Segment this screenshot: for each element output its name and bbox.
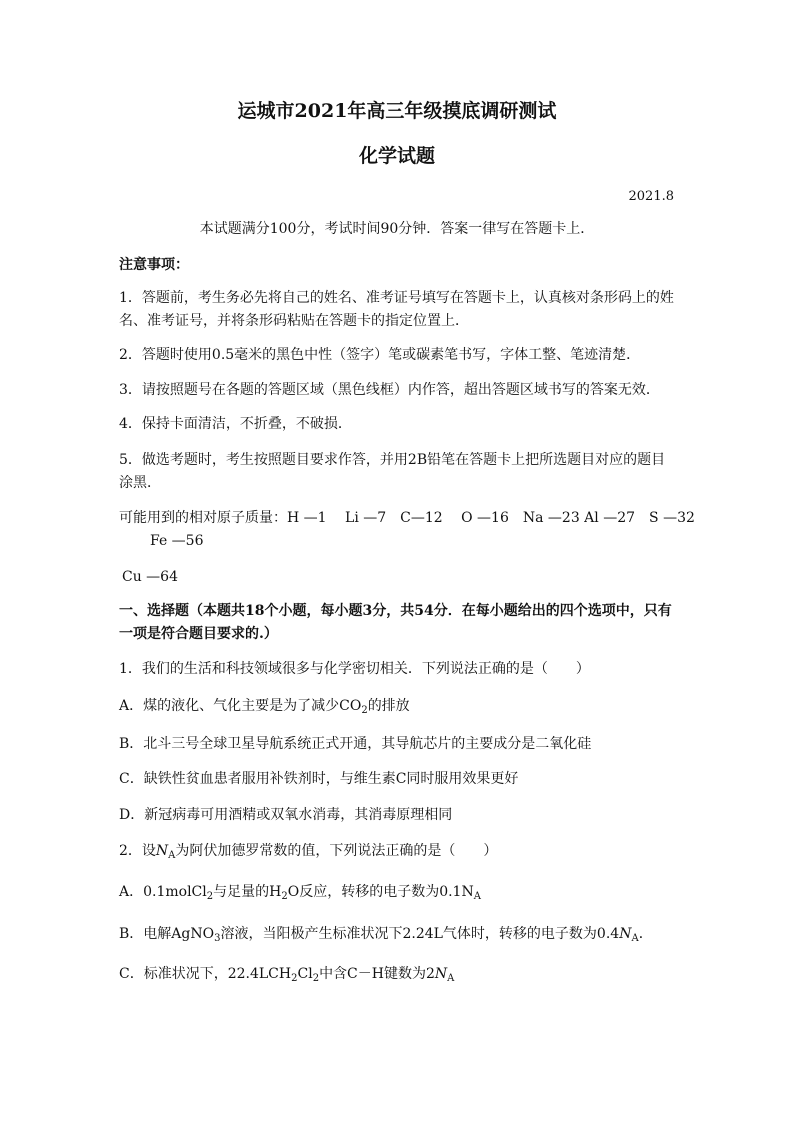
note-item-1: 1．答题前，考生务必先将自己的姓名、准考证号填写在答题卡上，认真核对条形码上的姓名、准考证号，并将条形码粘贴在答题卡的指定位置上． xyxy=(119,290,674,329)
note-item-2: 2．答题时使用0.5毫米的黑色中性（签字）笔或碳素笔书写，字体工整、笔迹清楚． xyxy=(119,347,641,363)
note-item-4: 4．保持卡面清洁，不折叠，不破损． xyxy=(119,416,352,432)
q2-option-b: B．电解AgNO$_3$溶液，当阳极产生标准状况下2.24L气体时，转移的电子数为$0.4N_A$． xyxy=(119,926,653,944)
q1-option-a: A．煤的液化、气化主要是为了减少$CO_2$的排放 xyxy=(119,698,410,716)
q1-option-d: D．新冠病毒可用酒精或双氧水消毒，其消毒原理相同 xyxy=(119,807,453,823)
q2-option-c: C．标准状况下，$22.4LCH_2Cl_2$中含C－H键数为$2N_A$ xyxy=(119,966,455,984)
note-item-5: 5．做选考题时，考生按照题目要求作答，并用2B铅笔在答题卡上把所选题目对应的题目涂黑． xyxy=(119,452,666,491)
subject-title: 化学试题 xyxy=(358,145,435,167)
exam-intro: 本试题满分100分，考试时间90分钟．答案一律写在答题卡上． xyxy=(199,221,595,237)
atomic-mass-line-2: Fe —56 xyxy=(150,533,204,549)
q1-option-c: C．缺铁性贫血患者服用补铁剂时，与维生素C同时服用效果更好 xyxy=(119,771,519,787)
note-item-3: 3．请按照题号在各题的答题区域（黑色线框）内作答，超出答题区域书写的答案无效． xyxy=(119,382,660,398)
q1-option-b: B．北斗三号全球卫星导航系统正式开通，其导航芯片的主要成分是二氧化硅 xyxy=(119,736,592,752)
section1-heading: 一、选择题（本题共18个小题，每小题3分，共54分．在每小题给出的四个选项中，只有一项是符合题目要求的.） xyxy=(119,603,672,642)
atomic-mass-line-1: 可能用到的相对原子质量：H —1 Li —7 C—12 O —16 Na —23 Al —27 S —32 xyxy=(119,510,695,526)
q2-option-a: A．0.1molCl$_2$与足量的$H_2O$反应，转移的电子数为$0.1N_A$ xyxy=(119,884,481,902)
q2-stem: 2．设$N_A$为阿伏加德罗常数的值，下列说法正确的是（ ） xyxy=(119,843,498,861)
q1-stem: 1．我们的生活和科技领域很多与化学密切相关．下列说法正确的是（ ） xyxy=(119,661,590,677)
exam-title: 运城市2021年高三年级摸底调研测试 xyxy=(237,100,557,122)
notes-heading: 注意事项： xyxy=(119,257,189,273)
exam-date: 2021.8 xyxy=(628,189,674,204)
atomic-mass-line-3: Cu —64 xyxy=(122,569,178,585)
